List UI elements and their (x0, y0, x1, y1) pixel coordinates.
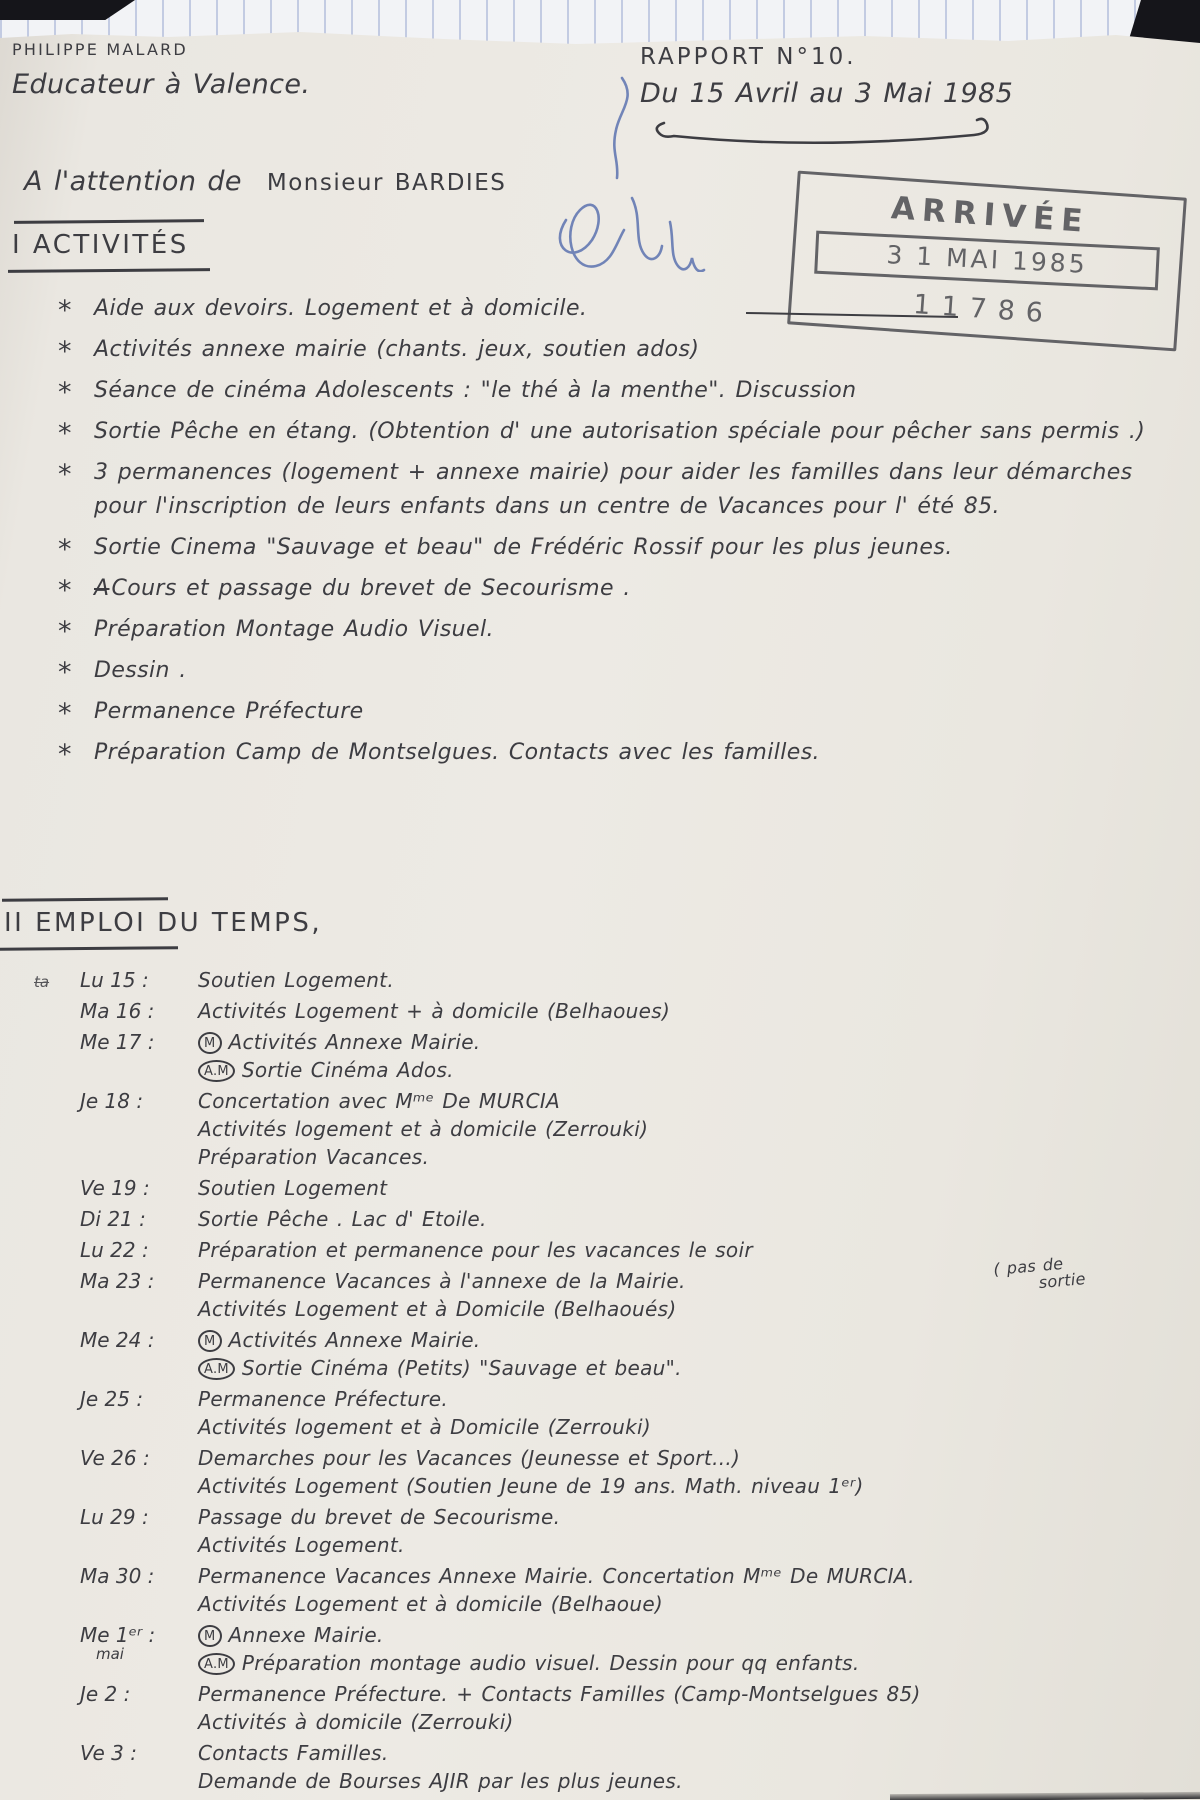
schedule-day-label: Je 18 : (80, 1089, 144, 1113)
schedule-day-label: Ma 16 : (80, 999, 155, 1023)
scribbled-out-text: A (94, 576, 110, 601)
author-role: Educateur à Valence. (12, 69, 311, 100)
activity-item (54, 613, 1172, 647)
schedule-day-label: Lu 29 : (80, 1505, 149, 1529)
schedule-line: M Annexe Mairie. (198, 1621, 1194, 1649)
schedule-entry (80, 1028, 1194, 1084)
schedule-entry-lines (198, 1087, 1194, 1171)
activity-text: Sortie Pêche en étang. (Obtention d' une autorisation spéciale pour pêcher sans permis .) (94, 419, 1146, 444)
asterisk-bullet: * (58, 377, 72, 408)
schedule-entry-lines (198, 1503, 1194, 1559)
arrival-stamp (787, 171, 1187, 352)
activity-text: Sortie Cinema "Sauvage et beau" de Frédéric Rossif pour les plus jeunes. (94, 535, 953, 560)
schedule-entry (80, 1174, 1194, 1202)
asterisk-bullet: * (58, 739, 72, 770)
schedule-entry-lines (198, 997, 1194, 1025)
activities-heading: I ACTIVITÉS (12, 230, 189, 260)
schedule-list (34, 966, 1194, 1798)
schedule-day-label: Ve 26 : (80, 1446, 150, 1470)
schedule-day-label: Me 17 : (80, 1030, 155, 1054)
schedule-day-label: Ve 3 : (80, 1741, 137, 1765)
asterisk-bullet: * (58, 657, 72, 688)
report-title: RAPPORT N°10. (640, 44, 857, 70)
margin-note: ( pas de sortie (992, 1253, 1087, 1293)
schedule-entry-lines (198, 1205, 1194, 1233)
activity-item (54, 654, 1172, 688)
heading-rule (8, 268, 210, 273)
schedule-entry (80, 1326, 1194, 1382)
schedule-line: Préparation et permanence pour les vacances le soir (198, 1238, 753, 1262)
activity-item (54, 736, 1172, 770)
schedule-entry (80, 1680, 1194, 1736)
time-of-day-badge: A.M (198, 1358, 235, 1380)
schedule-day-label: Di 21 : (80, 1207, 146, 1231)
schedule-line: Soutien Logement (198, 1176, 388, 1200)
schedule-line: Activités logement et à domicile (Zerrouki) (198, 1117, 649, 1141)
schedule-line: Activités logement et à Domicile (Zerrouki) (198, 1415, 651, 1439)
time-of-day-badge: M (198, 1032, 222, 1054)
schedule-entry-lines (198, 1562, 1194, 1618)
schedule-line: Préparation Vacances. (198, 1145, 430, 1169)
activity-item (54, 695, 1172, 729)
activity-item (54, 415, 1172, 449)
activity-item (54, 374, 1172, 408)
asterisk-bullet: * (58, 616, 72, 647)
activity-text: 3 permanences (logement + annexe mairie) pour aider les familles dans leur démarches pour l'inscription de leurs enfants dans un centre de Vacances pour l' été 85. (94, 460, 1133, 519)
schedule-entry-lines (198, 1326, 1194, 1382)
activity-text: Activités annexe mairie (chants. jeux, soutien ados) (94, 337, 700, 362)
time-of-day-badge: A.M (198, 1060, 235, 1082)
schedule-line: Activités à domicile (Zerrouki) (198, 1710, 514, 1734)
schedule-entry (80, 1205, 1194, 1233)
schedule-entry-lines (198, 1444, 1194, 1500)
activity-item (54, 531, 1172, 565)
schedule-line: Activités Logement. (198, 1533, 405, 1557)
schedule-entry (80, 1385, 1194, 1441)
heading-rule (0, 946, 178, 951)
activity-text: Préparation Montage Audio Visuel. (94, 617, 494, 642)
heading-rule (14, 219, 204, 224)
schedule-day-label: Ma 23 : (80, 1269, 155, 1293)
author-name: PHILIPPE MALARD (12, 40, 188, 59)
schedule-line: Demarches pour les Vacances (Jeunesse et Sport...) (198, 1446, 741, 1470)
schedule-line: Contacts Familles. (198, 1741, 389, 1765)
schedule-line: M Activités Annexe Mairie. (198, 1028, 1194, 1056)
stamp-title: ARRIVÉE (889, 190, 1091, 240)
schedule-day-label: Ve 19 : (80, 1176, 150, 1200)
schedule-entry-lines (198, 1253, 1194, 1323)
schedule-day-label: Je 2 : (80, 1682, 131, 1706)
heading-rule (2, 897, 168, 901)
schedule-line: Activités Logement et à domicile (Belhaoue) (198, 1592, 664, 1616)
stamp-border (787, 171, 1187, 352)
schedule-line: Soutien Logement. (198, 968, 394, 992)
activity-text: ACours et passage du brevet de Secourisme . (94, 576, 631, 601)
activity-text: Dessin . (94, 658, 187, 683)
schedule-entry (80, 1503, 1194, 1559)
schedule-day-sublabel: mai (96, 1645, 124, 1663)
schedule-line: A.M Sortie Cinéma Ados. (198, 1056, 1194, 1084)
schedule-entry-lines (198, 1028, 1194, 1084)
schedule-line: Permanence Vacances Annexe Mairie. Concertation Mᵐᵉ De MURCIA. (198, 1564, 915, 1588)
schedule-day-label: ta Lu 15 : (80, 966, 198, 994)
report-period: Du 15 Avril au 3 Mai 1985 (640, 78, 1014, 109)
asterisk-bullet: * (58, 418, 72, 449)
attention-name: Monsieur BARDIES (266, 170, 507, 196)
schedule-entry-lines (198, 1680, 1194, 1736)
schedule-entry-lines (198, 1621, 1194, 1677)
asterisk-bullet: * (58, 459, 72, 490)
section-schedule-heading (0, 898, 322, 950)
activity-text: Séance de cinéma Adolescents : "le thé à la menthe". Discussion (94, 378, 857, 403)
schedule-entry (80, 1621, 1194, 1677)
activity-text: Permanence Préfecture (94, 699, 364, 724)
activity-item (54, 572, 1172, 606)
author-block (12, 40, 310, 100)
schedule-line: Concertation avec Mᵐᵉ De MURCIA (198, 1089, 561, 1113)
schedule-entry-lines (198, 1739, 1194, 1795)
schedule-line: Passage du brevet de Secourisme. (198, 1505, 561, 1529)
schedule-day-label: Lu 22 : (80, 1238, 149, 1262)
schedule-entry (80, 1087, 1194, 1171)
schedule-line: Activités Logement (Soutien Jeune de 19 ans. Math. niveau 1ᵉʳ) (198, 1474, 864, 1498)
blue-pen-signature (536, 72, 716, 272)
schedule-entry (80, 1562, 1194, 1618)
asterisk-bullet: * (58, 336, 72, 367)
schedule-line: A.M Préparation montage audio visuel. Dessin pour qq enfants. (198, 1649, 1194, 1677)
schedule-day-label: Ma 30 : (80, 1564, 155, 1588)
activities-list (54, 292, 1172, 777)
scribble-mark: ta (34, 973, 50, 991)
schedule-line: A.M Sortie Cinéma (Petits) "Sauvage et beau". (198, 1354, 1194, 1382)
schedule-line: Activités Logement et à Domicile (Belhaoués) (198, 1297, 677, 1321)
attention-line (24, 166, 506, 197)
schedule-entry-lines (198, 966, 1194, 994)
schedule-entry (80, 997, 1194, 1025)
attention-prefix: A l'attention de (24, 166, 242, 197)
schedule-day-label: Me 24 : (80, 1328, 155, 1352)
asterisk-bullet: * (58, 295, 72, 326)
time-of-day-badge: M (198, 1625, 222, 1647)
asterisk-bullet: * (58, 575, 72, 606)
schedule-line: Activités Logement + à domicile (Belhaoues) (198, 999, 671, 1023)
schedule-entry-lines (198, 1385, 1194, 1441)
schedule-entry (80, 1444, 1194, 1500)
activity-item (54, 456, 1172, 524)
activity-text: Préparation Camp de Montselgues. Contacts avec les familles. (94, 740, 820, 765)
stamp-date: 3 1 MAI 1985 (814, 231, 1160, 291)
asterisk-bullet: * (58, 698, 72, 729)
stamp-number: 11786 (912, 289, 1055, 330)
schedule-line: Permanence Préfecture. (198, 1387, 449, 1411)
schedule-line: Permanence Vacances à l'annexe de la Mairie. ( pas de sortie (198, 1253, 1087, 1293)
schedule-line: Permanence Préfecture. + Contacts Familles (Camp-Montselgues 85) (198, 1682, 921, 1706)
time-of-day-badge: A.M (198, 1653, 235, 1675)
schedule-line: Sortie Pêche . Lac d' Etoile. (198, 1207, 487, 1231)
section-activities-heading (8, 220, 210, 272)
asterisk-bullet: * (58, 534, 72, 565)
schedule-line: Demande de Bourses AJIR par les plus jeunes. (198, 1769, 683, 1793)
schedule-entry (34, 966, 1194, 994)
scan-bottom-edge (890, 1792, 1200, 1800)
schedule-entry (80, 1739, 1194, 1795)
schedule-entry (80, 1253, 1194, 1323)
time-of-day-badge: M (198, 1330, 222, 1352)
schedule-day-label: Me 1ᵉʳ : mai (80, 1621, 198, 1677)
schedule-day-label: Je 25 : (80, 1387, 144, 1411)
schedule-entry-lines (198, 1174, 1194, 1202)
schedule-heading: II EMPLOI DU TEMPS, (4, 908, 323, 938)
activity-text: Aide aux devoirs. Logement et à domicile. (94, 296, 588, 321)
schedule-line: M Activités Annexe Mairie. (198, 1326, 1194, 1354)
